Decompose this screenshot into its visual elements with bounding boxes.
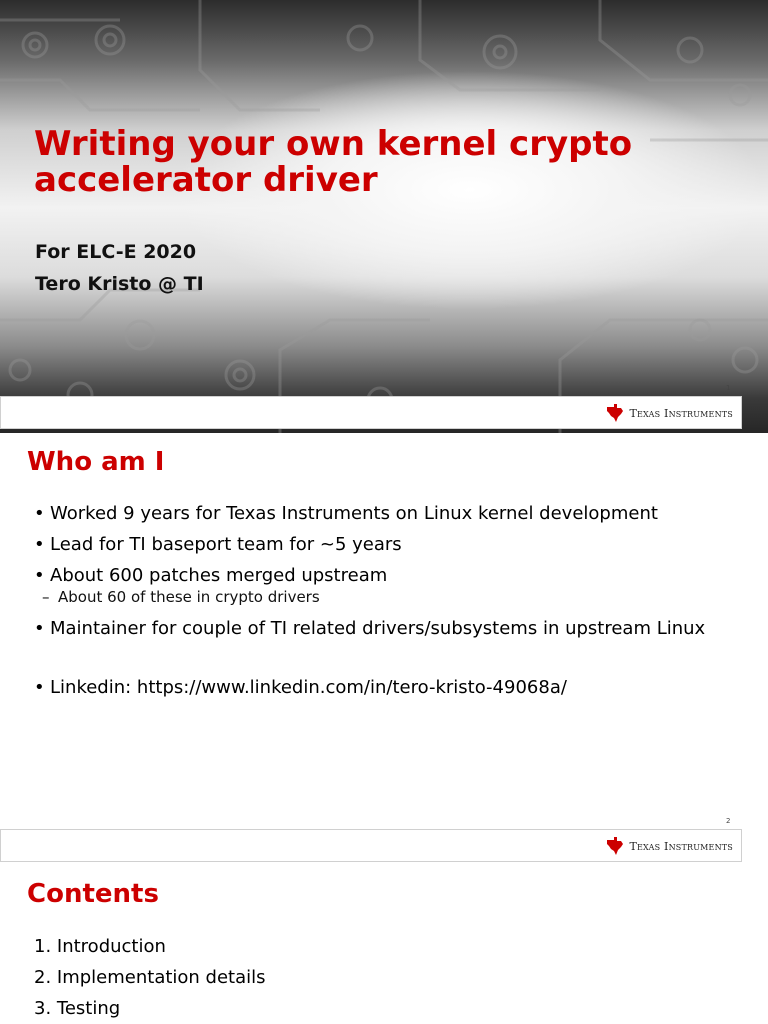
bullet-item: • About 600 patches merged upstream xyxy=(34,564,730,587)
ti-wordmark: TEXAS INSTRUMENTS xyxy=(629,406,733,420)
bullet-item: • Maintainer for couple of TI related drivers/subsystems in upstream Linux xyxy=(34,617,730,640)
event-name: For ELC-E 2020 xyxy=(35,241,197,263)
author-name: Tero Kristo @ TI xyxy=(35,273,204,295)
who-am-i-slide xyxy=(0,433,768,863)
bullet-list xyxy=(34,502,730,699)
linkedin-link[interactable]: • Linkedin: https://www.linkedin.com/in/tero-kristo-49068a/ xyxy=(34,676,730,699)
contents-slide xyxy=(0,867,768,1024)
ti-texas-icon xyxy=(605,837,625,855)
bullet-item: • Worked 9 years for Texas Instruments on Linux kernel development xyxy=(34,502,730,525)
page-number: 2 xyxy=(726,817,731,825)
ti-wordmark: TEXAS INSTRUMENTS xyxy=(629,839,733,853)
contents-list xyxy=(34,931,266,1024)
circuit-background xyxy=(0,0,768,433)
slide-heading: Contents xyxy=(27,879,159,909)
contents-item: 2. Implementation details xyxy=(34,967,266,988)
slide-heading: Who am I xyxy=(27,447,165,477)
sub-bullet-item: – About 60 of these in crypto drivers xyxy=(34,587,730,607)
page-number: 1 xyxy=(726,384,731,392)
slide-subtitle xyxy=(35,236,204,300)
footer-bar xyxy=(0,396,742,429)
title-slide xyxy=(0,0,768,433)
contents-item: 1. Introduction xyxy=(34,936,166,957)
ti-logo xyxy=(605,837,733,855)
ti-logo xyxy=(605,404,733,422)
footer-bar xyxy=(0,829,742,862)
ti-texas-icon xyxy=(605,404,625,422)
contents-item: 3. Testing xyxy=(34,998,121,1019)
bullet-item: • Lead for TI baseport team for ~5 years xyxy=(34,533,730,556)
slide-title: Writing your own kernel crypto accelerator driver xyxy=(34,124,633,200)
